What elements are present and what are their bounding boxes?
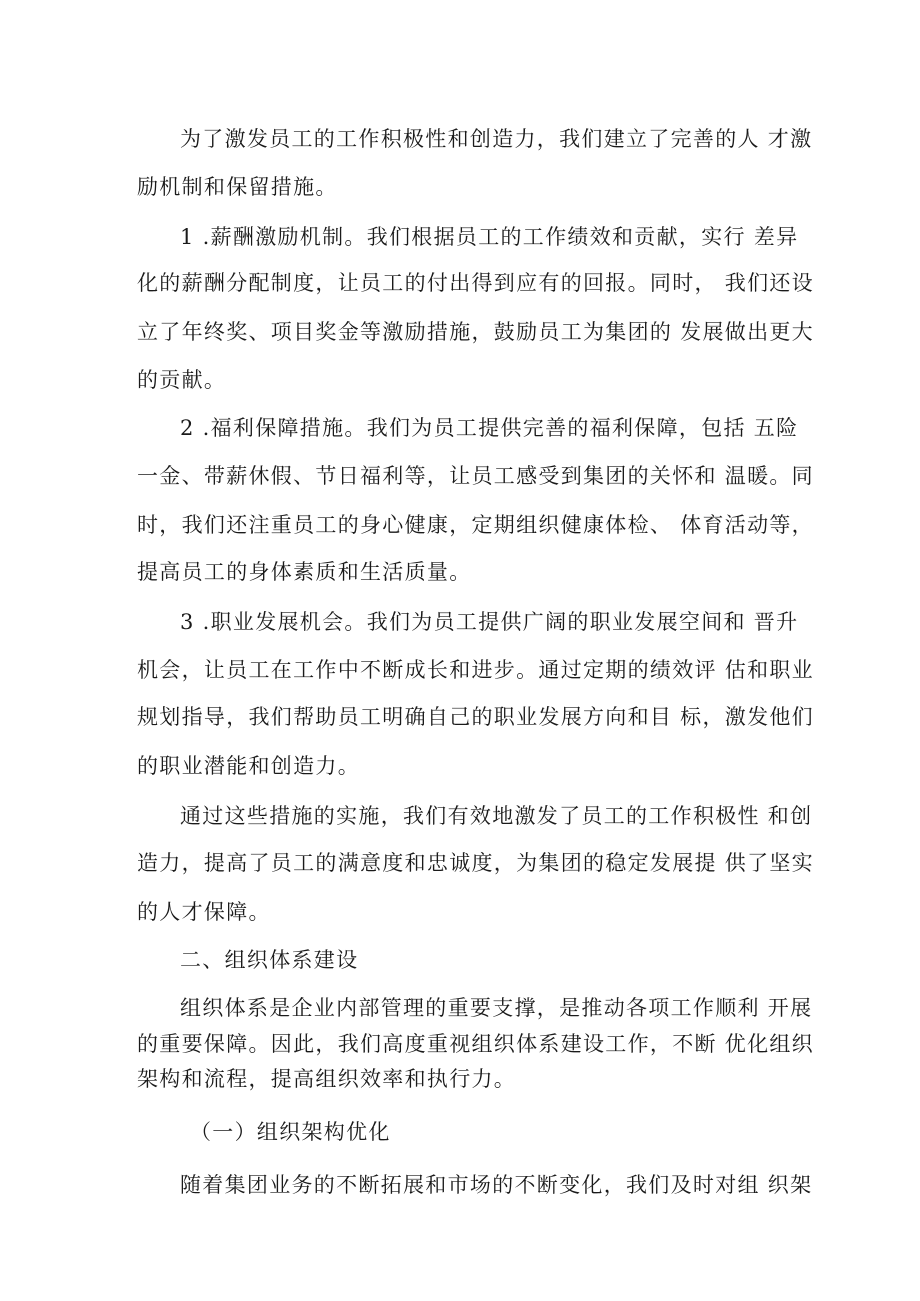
text-line: 励机制和保留措施。: [137, 175, 338, 199]
text-line: 组织体系是企业内部管理的重要支撑，是推动各项工作顺利 开展: [180, 996, 813, 1020]
text-line: 造力，提高了员工的满意度和忠诚度，为集团的稳定发展提 供了坚实: [137, 851, 814, 875]
text-line: 通过这些措施的实施，我们有效地激发了员工的工作积极性 和创: [180, 804, 813, 828]
text-line: 随着集团业务的不断拓展和市场的不断变化，我们及时对组 织架: [180, 1173, 813, 1197]
text-line: 规划指导，我们帮助员工明确自己的职业发展方向和目 标，激发他们: [137, 705, 814, 729]
text-line: 2 .福利保障措施。我们为员工提供完善的福利保障，包括 五险: [180, 416, 799, 440]
text-line: 1 .薪酬激励机制。我们根据员工的工作绩效和贡献，实行 差异: [180, 225, 799, 249]
text-line: 的贡献。: [137, 368, 227, 392]
text-line: 提高员工的身体素质和生活质量。: [137, 560, 472, 584]
text-line: 一金、带薪休假、节日福利等，让员工感受到集团的关怀和 温暖。同: [137, 464, 814, 488]
text-line: 时，我们还注重员工的身心健康，定期组织健康体检、 体育活动等，: [137, 513, 814, 537]
text-line: 立了年终奖、项目奖金等激励措施，鼓励员工为集团的 发展做出更大: [137, 320, 814, 344]
text-line: 的职业潜能和创造力。: [137, 754, 360, 778]
text-line: 化的薪酬分配制度，让员工的付出得到应有的回报。同时， 我们还设: [137, 271, 814, 295]
text-line: 的重要保障。因此，我们高度重视组织体系建设工作，不断 优化组织: [137, 1032, 814, 1056]
text-line: 为了激发员工的工作积极性和创造力，我们建立了完善的人 才激: [180, 127, 813, 151]
subsection-heading: （一）组织架构优化: [190, 1120, 391, 1144]
text-line: 架构和流程，提高组织效率和执行力。: [137, 1067, 517, 1091]
text-line: 的人才保障。: [137, 900, 271, 924]
text-line: 3 .职业发展机会。我们为员工提供广阔的职业发展空间和 晋升: [180, 610, 799, 634]
text-line: 机会，让员工在工作中不断成长和进步。通过定期的绩效评 估和职业: [137, 658, 814, 682]
section-heading: 二、组织体系建设: [180, 948, 359, 972]
